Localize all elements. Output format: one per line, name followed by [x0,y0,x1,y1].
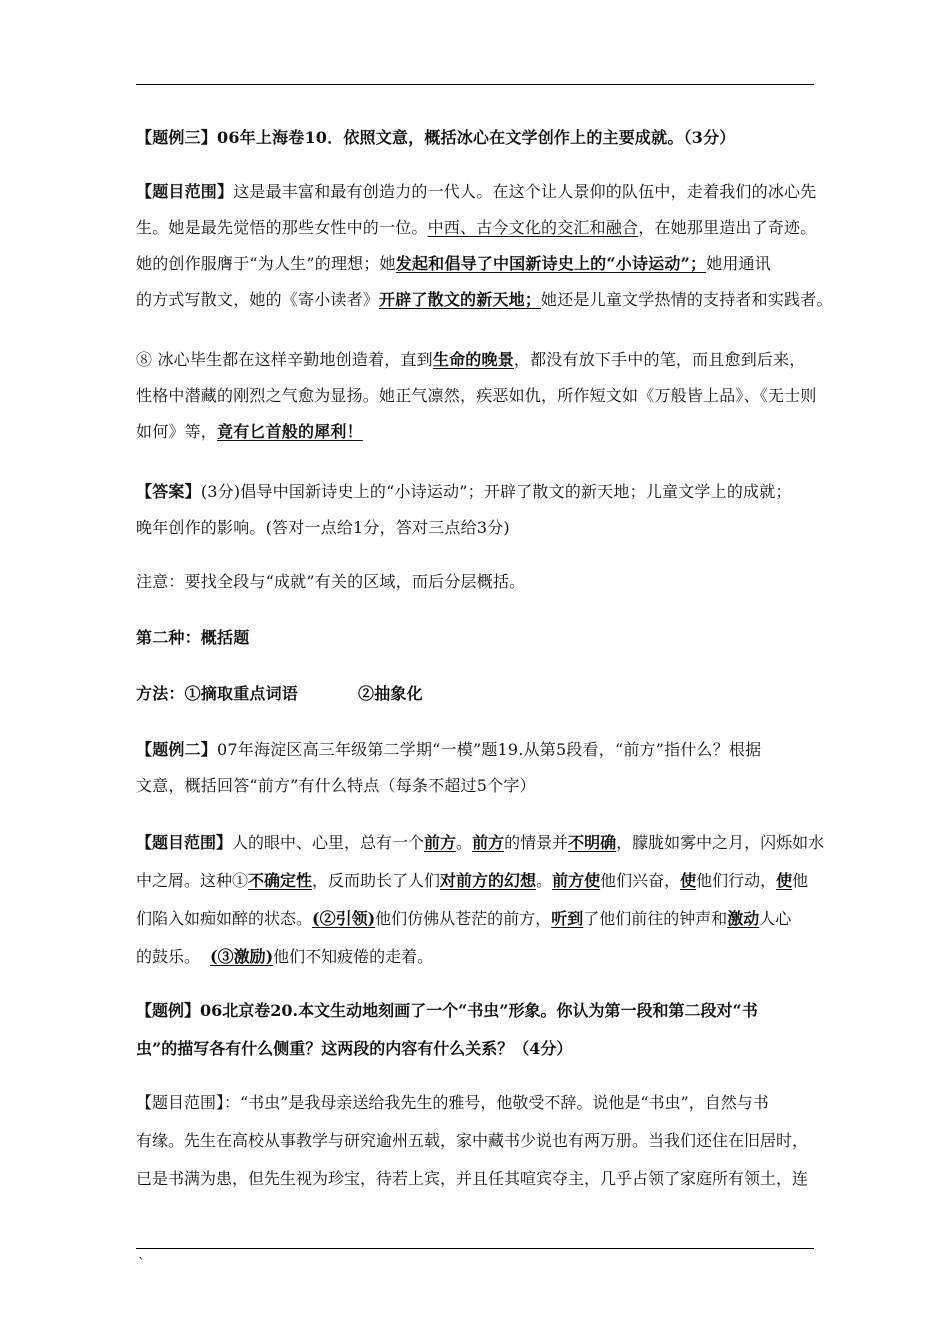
section-title-text: 第二种：概括题 [136,628,250,647]
underlined-phrase: 前方 [472,833,505,852]
passage-text: 这是最丰富和最有创造力的一代人。在这个让人景仰的队伍中，走着我们的冰心先 [233,182,817,201]
range-label: 【题目范围】 [136,182,234,201]
passage-text: 的鼓乐。 [136,947,201,966]
passage-text: ，在她那里造出了奇迹。 [638,218,817,237]
method-item: ②抽象化 [358,684,423,703]
passage-text: ，反而助长了人们 [312,871,441,890]
header-rule [136,84,814,85]
passage-text: 她用通讯 [706,254,771,273]
passage-text: ，都没有放下手中的笔，而且愈到后来， [513,350,806,369]
example-bj-heading [136,992,826,1068]
passage-text: 他们兴奋， [600,871,681,890]
passage-text: 有缘。先生在高校从事教学与研究逾州五载，家中藏书少说也有两万册。当我们还住在旧居时， [136,1131,809,1150]
passage-text: 她的创作服膺于“为人生”的理想；她 [136,254,396,273]
section2-title [136,620,826,656]
footer-mark: ` [138,1256,145,1272]
question-text: 文意，概括回答“前方”有什么特点（每条不超过5个字） [136,776,536,795]
underlined-phrase: (②引领) [312,909,376,928]
section2-method [136,676,826,712]
example-bj-heading-text: 虫”的描写各有什么侧重？这两段的内容有什么关系？（4分） [136,1039,573,1058]
passage-text: 他们行动， [696,871,777,890]
passage-text: 性格中潜藏的刚烈之气愈为显扬。她正气凛然，疾恶如仇，所作短文如《万般皆上品》、《无士则 [136,386,817,405]
example2-question [136,732,826,804]
underlined-phrase: 开辟了散文的新天地； [379,290,542,309]
answer-text: 晚年创作的影响。(答对一点给1分，答对三点给3分) [136,518,510,537]
passage-text: 他们不知疲倦的走着。 [273,947,434,966]
underlined-phrase: 竟有匕首般的犀利！ [217,422,363,441]
passage-text: 中之屑。这种① [136,871,249,890]
underlined-phrase: 对前方的幻想 [440,871,537,890]
passage-text: 他 [792,871,809,890]
passage-text: 。 [536,871,553,890]
underlined-phrase: 前方 [424,833,457,852]
underlined-phrase: 听到 [551,909,584,928]
example3-heading [136,120,826,156]
example-bj-heading-text: 【题例】06北京卷20.本文生动地刻画了一个“书虫”形象。你认为第一段和第二段对“书 [136,1001,758,1020]
passage-text: 【题目范围】：“书虫”是我母亲送给我先生的雅号，他敬受不辞。说他是“书虫”，自然与书 [136,1093,769,1112]
passage-text: 他们仿佛从苍茫的前方， [375,909,552,928]
passage-text: 如何》等， [136,422,218,441]
underlined-phrase: 发起和倡导了中国新诗史上的“小诗运动”； [395,254,707,273]
passage-text: 生。她是最先觉悟的那些女性中的一位。 [136,218,428,237]
passage-text: 们陷入如痴如醉的状态。 [136,909,313,928]
question-text: 07年海淀区高三年级第二学期“一模”题19.从第5段看，“前方”指什么？根据 [217,740,762,759]
underlined-phrase: 前方使 [552,871,601,890]
underlined-phrase: 中西、古今文化的交汇和融合 [427,218,639,237]
underlined-phrase: 不明确 [568,833,617,852]
answer-label: 【答案】 [136,482,201,501]
footer-rule [136,1248,814,1249]
example3-note [136,564,826,600]
underlined-phrase: (③激励) [210,947,274,966]
underlined-phrase: 使 [680,871,697,890]
passage-text: 。 [456,833,473,852]
passage-text: 已是书满为患，但先生视为珍宝，待若上宾，并且任其喧宾夺主，几乎占领了家庭所有领土，连 [136,1169,809,1188]
passage-text: ⑧ 冰心毕生都在这样辛勤地创造着，直到 [136,350,433,369]
example3-answer [136,474,826,546]
underlined-phrase: 激动 [727,909,760,928]
underlined-phrase: 使 [776,871,793,890]
passage-text: 人的眼中、心里，总有一个 [232,833,425,852]
passage-text: 了他们前往的钟声和 [583,909,728,928]
example-bj-passage [136,1084,826,1198]
underlined-phrase: 不确定性 [248,871,313,890]
example3-passage-1 [136,174,833,318]
range-label: 【题目范围】 [136,833,233,852]
underlined-phrase: 生命的晚景 [432,350,514,369]
example3-heading-text: 【题例三】06年上海卷10．依照文意，概括冰心在文学创作上的主要成就。（3分） [136,128,736,147]
note-text: 注意：要找全段与“成就”有关的区域，而后分层概括。 [136,572,526,591]
passage-text: ，朦胧如雾中之月，闪烁如水 [616,833,825,852]
answer-text: (3分)倡导中国新诗史上的“小诗运动”；开辟了散文的新天地；儿童文学上的成就； [200,482,792,501]
passage-text: 的情景并 [504,833,569,852]
example2-passage [136,824,826,976]
passage-text: 她还是儿童文学热情的支持者和实践者。 [541,290,833,309]
passage-text: 的方式写散文，她的《寄小读者》 [136,290,380,309]
example3-passage-2 [136,342,826,450]
example2-label: 【题例二】 [136,740,218,759]
method-item: 方法：①摘取重点词语 [136,684,299,703]
passage-text: 人心 [759,909,792,928]
